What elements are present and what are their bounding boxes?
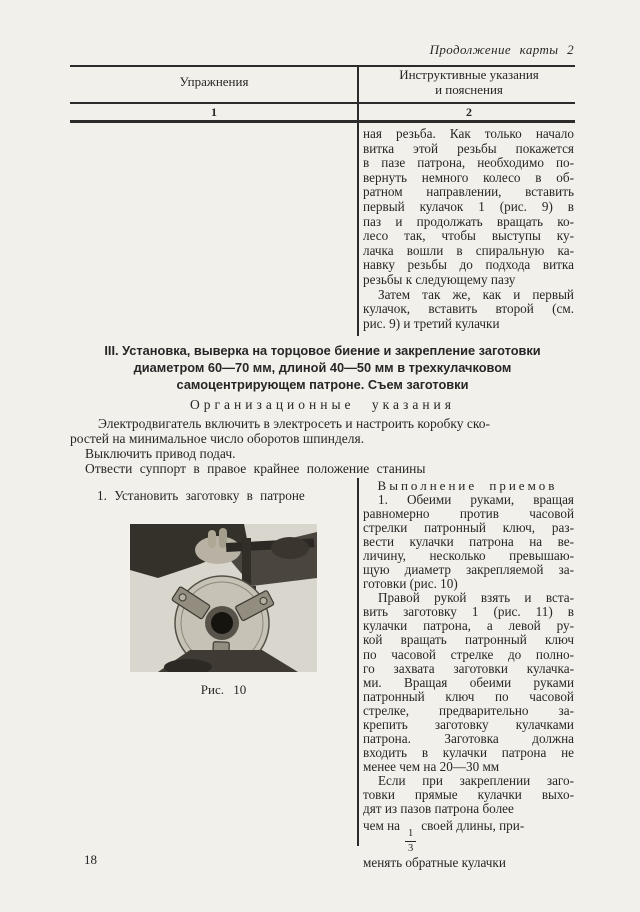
text-line: го захвата заготовки кулачка- bbox=[363, 660, 574, 676]
text-line: самоцентрирующем патроне. Съем заготовки bbox=[176, 376, 469, 392]
execution-paragraph-3a bbox=[363, 774, 574, 816]
text-line: ми. Вращая обеими руками bbox=[363, 674, 574, 690]
text-line: диаметром 60—70 мм, длиной 40—50 мм в трехкулачковом bbox=[133, 359, 512, 375]
column-number-2: 2 bbox=[466, 105, 472, 119]
section-3-title bbox=[68, 343, 577, 393]
text-line: витка этой резьбы покажется bbox=[363, 140, 574, 156]
fraction-line-after: своей длины, при- bbox=[421, 818, 525, 834]
text-line: Если при закреплении заго- bbox=[378, 772, 574, 788]
figure-10-image bbox=[130, 524, 317, 672]
thread-paragraph-1 bbox=[363, 127, 574, 288]
one-third-fraction bbox=[405, 828, 416, 854]
text-line: в пазе патрона, необходимо по- bbox=[363, 155, 574, 171]
text-line: дят из пазов патрона более bbox=[363, 801, 514, 817]
table-header-rule bbox=[70, 102, 575, 104]
text-line: товки прямые кулачки выхо- bbox=[363, 786, 574, 802]
figure-10-caption: Рис. 10 bbox=[200, 682, 247, 697]
text-line: лесо так, чтобы выступы ку- bbox=[363, 228, 574, 244]
text-line: стрелке, предварительно за- bbox=[363, 702, 574, 718]
column-header-instructions bbox=[363, 68, 575, 97]
text-line: Выключить привод подач. bbox=[85, 446, 236, 461]
text-line: менять обратные кулачки bbox=[363, 855, 506, 871]
execution-heading: Выполнение приемов bbox=[377, 478, 558, 493]
continuation-note: Продолжение карты 2 bbox=[429, 42, 574, 57]
fraction-line bbox=[363, 819, 574, 854]
text-line: первый кулачок 1 (рис. 9) в bbox=[363, 198, 574, 214]
text-line: и пояснения bbox=[435, 81, 503, 97]
text-line: Затем так же, как и первый bbox=[378, 286, 574, 302]
text-line: патрона. Заготовка должна bbox=[363, 730, 574, 746]
thread-paragraph-2 bbox=[363, 288, 574, 332]
text-line: Инструктивные указания bbox=[399, 67, 539, 82]
org-paragraph-1 bbox=[70, 416, 575, 446]
org-instructions-heading: Организационные указания bbox=[190, 397, 455, 412]
text-line: Правой рукой взять и вста- bbox=[378, 590, 574, 606]
text-line: щую диаметр закрепляемой за- bbox=[363, 562, 574, 578]
text-line: по часовой стрелке до полно- bbox=[363, 646, 574, 662]
text-line: входить в кулачки патрона не bbox=[363, 744, 574, 760]
execution-paragraph-2 bbox=[363, 591, 574, 774]
text-line: вернуть немного колесо в об- bbox=[363, 169, 574, 185]
text-line: патронный ключ по часовой bbox=[363, 688, 574, 704]
text-line: стрелки патронный ключ, раз- bbox=[363, 520, 574, 536]
text-line: вить заготовку 1 (рис. 11) в bbox=[363, 604, 574, 620]
column-number-1: 1 bbox=[211, 105, 217, 119]
org-paragraph-2 bbox=[70, 446, 575, 461]
text-line: резьбы к следующему пазу bbox=[363, 271, 516, 287]
text-line: ная резьба. Как только начало bbox=[363, 126, 574, 141]
text-line: Электродвигатель включить в электросеть и настроить коробку ско- bbox=[98, 416, 491, 431]
org-paragraph-3 bbox=[70, 461, 575, 476]
table-subheader-rule bbox=[70, 120, 575, 123]
text-line: крепить заготовку кулачками bbox=[363, 716, 574, 732]
text-line: лачка вошли в спиральную ка- bbox=[363, 242, 574, 258]
fraction-denominator: 3 bbox=[408, 842, 414, 854]
text-line: равномерно против часовой bbox=[363, 506, 574, 522]
text-line: ратном направлении, вставить bbox=[363, 184, 574, 200]
chuck-photo-illustration bbox=[130, 524, 317, 672]
text-line: менее чем на 20—30 мм bbox=[363, 758, 500, 774]
execution-paragraph-1 bbox=[363, 493, 574, 591]
text-line: ростей на минимальное число оборотов шпинделя. bbox=[70, 431, 365, 446]
text-line: паз и продолжать вращать ко- bbox=[363, 213, 574, 229]
text-line: кулачок, вставить второй (см. bbox=[363, 301, 574, 317]
text-line: рис. 9) и третий кулачки bbox=[363, 315, 500, 331]
text-line: навку резьбы до подхода витка bbox=[363, 257, 574, 273]
text-line: Отвести суппорт в правое крайнее положение станины bbox=[85, 461, 426, 476]
text-line: 1. Обеими руками, вращая bbox=[378, 492, 574, 507]
text-line: личину, несколько превышаю- bbox=[363, 548, 574, 564]
text-line: III. Установка, выверка на торцовое биение и закрепление заготовки bbox=[104, 343, 541, 358]
text-line: вести кулачки патрона на ве- bbox=[363, 534, 574, 550]
exercise-item-1: 1. Установить заготовку в патроне bbox=[97, 488, 305, 503]
fraction-line-before: чем на bbox=[363, 818, 401, 834]
thread-instructions-block bbox=[363, 127, 574, 331]
page-number: 18 bbox=[84, 852, 97, 867]
execution-block bbox=[363, 493, 574, 870]
fraction-numerator: 1 bbox=[405, 828, 416, 842]
column-divider-bottom bbox=[357, 478, 359, 846]
text-line: кой вращать патронный ключ bbox=[363, 632, 574, 648]
execution-paragraph-3b bbox=[363, 856, 574, 870]
text-line: готовки (рис. 10) bbox=[363, 576, 458, 592]
text-line: кулачки патрона, а левой ру- bbox=[363, 618, 574, 634]
column-header-exercises: Упражнения bbox=[179, 74, 249, 89]
